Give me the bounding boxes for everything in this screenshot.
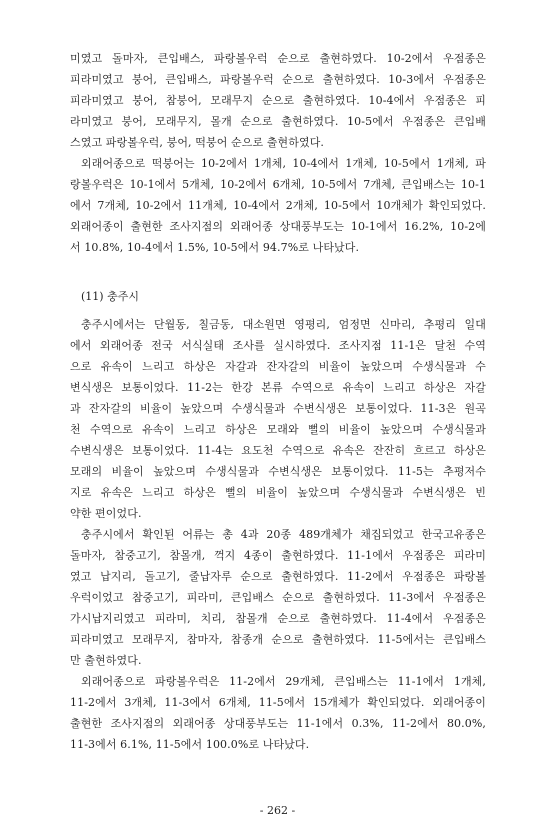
- text-line: 피라미였고 모래무지, 참마자, 참종개 순으로 출현하였다. 11-5에서는 큰입배스: [70, 633, 486, 646]
- paragraph-3: [70, 314, 486, 524]
- text-line: 미였고 돌마자, 큰입배스, 파랑볼우럭 순으로 출현하였다. 10-2에서 우점종은: [70, 52, 486, 65]
- text-line: 돌마자, 참중고기, 참몰개, 꺽지 4종이 출현하였다. 11-1에서 우점종은 피라미: [70, 549, 486, 562]
- text-line: 외래어종으로 떡붕어는 10-2에서 1개체, 10-4에서 1개체, 10-5에서 1개체, 파: [81, 157, 486, 170]
- text-line: 11-3에서 6.1%, 11-5에서 100.0%로 나타났다.: [70, 738, 310, 751]
- text-line: 외래어종으로 파랑볼우럭은 11-2에서 29개체, 큰입배스는 11-1에서 1개체,: [81, 675, 486, 688]
- text-line: 천 수역으로 유속이 느리고 하상은 모래와 뻘의 비율이 높았으며 수생식물과: [70, 423, 486, 436]
- text-line: 과 잔자갈의 비율이 높았으며 수생식물과 수변식생은 보통이었다. 11-3은 원곡: [70, 402, 486, 415]
- text-line: 랑볼우럭은 10-1에서 5개체, 10-2에서 6개체, 10-5에서 7개체, 큰입배스는 10-1: [70, 178, 486, 191]
- text-line: 라미였고 붕어, 모래무지, 몰개 순으로 출현하였다. 10-5에서 우점종은 큰입배: [70, 115, 486, 128]
- text-line: 서 10.8%, 10-4에서 1.5%, 10-5에서 94.7%로 나타났다.: [70, 241, 360, 254]
- text-line: 약한 편이었다.: [70, 507, 142, 520]
- text-line: 출현한 조사지점의 외래어종 상대풍부도는 11-1에서 0.3%, 11-2에서 80.0%,: [70, 717, 486, 730]
- paragraph-1: [70, 48, 486, 153]
- text-line: 모래의 비율이 높았으며 수생식물과 수변식생은 보통이었다. 11-5는 추평저수: [70, 465, 486, 478]
- text-line: 수변식생은 보통이었다. 11-4는 요도천 수역으로 유속은 잔잔히 흐르고 하상은: [70, 444, 486, 457]
- paragraph-4: [70, 524, 486, 671]
- text-line: 지로 유속은 느리고 하상은 뻘의 비율이 높았으며 수생식물과 수변식생은 빈: [70, 486, 486, 499]
- text-line: 에서 7개체, 10-2에서 11개체, 10-4에서 2개체, 10-5에서 10개체가 확인되었다.: [70, 199, 486, 212]
- section-heading: (11) 충주시: [81, 290, 139, 303]
- text-line: 피라미였고 붕어, 참붕어, 모래무지 순으로 출현하였다. 10-4에서 우점종은 피: [70, 94, 486, 107]
- text-line: 변식생은 보통이었다. 11-2는 한강 본류 수역으로 유속이 느리고 하상은 자갈: [70, 381, 486, 394]
- paragraph-2: [70, 153, 486, 258]
- text-line: 가시납지리였고 피라미, 치리, 참몰개 순으로 출현하였다. 11-4에서 우점종은: [70, 612, 486, 625]
- page-number: - 262 -: [259, 804, 296, 817]
- text-line: 만 출현하였다.: [70, 654, 142, 667]
- text-line: 우럭이었고 참중고기, 피라미, 큰입배스 순으로 출현하였다. 11-3에서 우점종은: [70, 591, 486, 604]
- text-line: 외래어종이 출현한 조사지점의 외래어종 상대풍부도는 10-1에서 16.2%, 10-2에: [70, 220, 486, 233]
- paragraph-5: [70, 671, 486, 755]
- text-line: 스였고 파랑볼우럭, 붕어, 떡붕어 순으로 출현하였다.: [70, 136, 325, 149]
- text-line: 11-2에서 3개체, 11-3에서 6개체, 11-5에서 15개체가 확인되었다. 외래어종이: [70, 696, 486, 709]
- text-line: 충주시에서 확인된 어류는 총 4과 20종 489개체가 채집되었고 한국고유종은: [81, 528, 486, 541]
- page-body: [70, 48, 486, 755]
- text-line: 였고 납지리, 돌고기, 줄납자루 순으로 출현하였다. 11-2에서 우점종은 파랑볼: [70, 570, 486, 583]
- text-line: 충주시에서는 단월동, 칠금동, 대소원면 영평리, 엄정면 신마리, 추평리 일대: [81, 318, 486, 331]
- text-line: 으로 유속이 느리고 하상은 자갈과 잔자갈의 비율이 높았으며 수생식물과 수: [70, 360, 486, 373]
- text-line: 피라미였고 붕어, 큰입배스, 파랑볼우럭 순으로 출현하였다. 10-3에서 우점종은: [70, 73, 486, 86]
- text-line: 에서 외래어종 전국 서식실태 조사를 실시하였다. 조사지점 11-1은 달천 수역: [70, 339, 486, 352]
